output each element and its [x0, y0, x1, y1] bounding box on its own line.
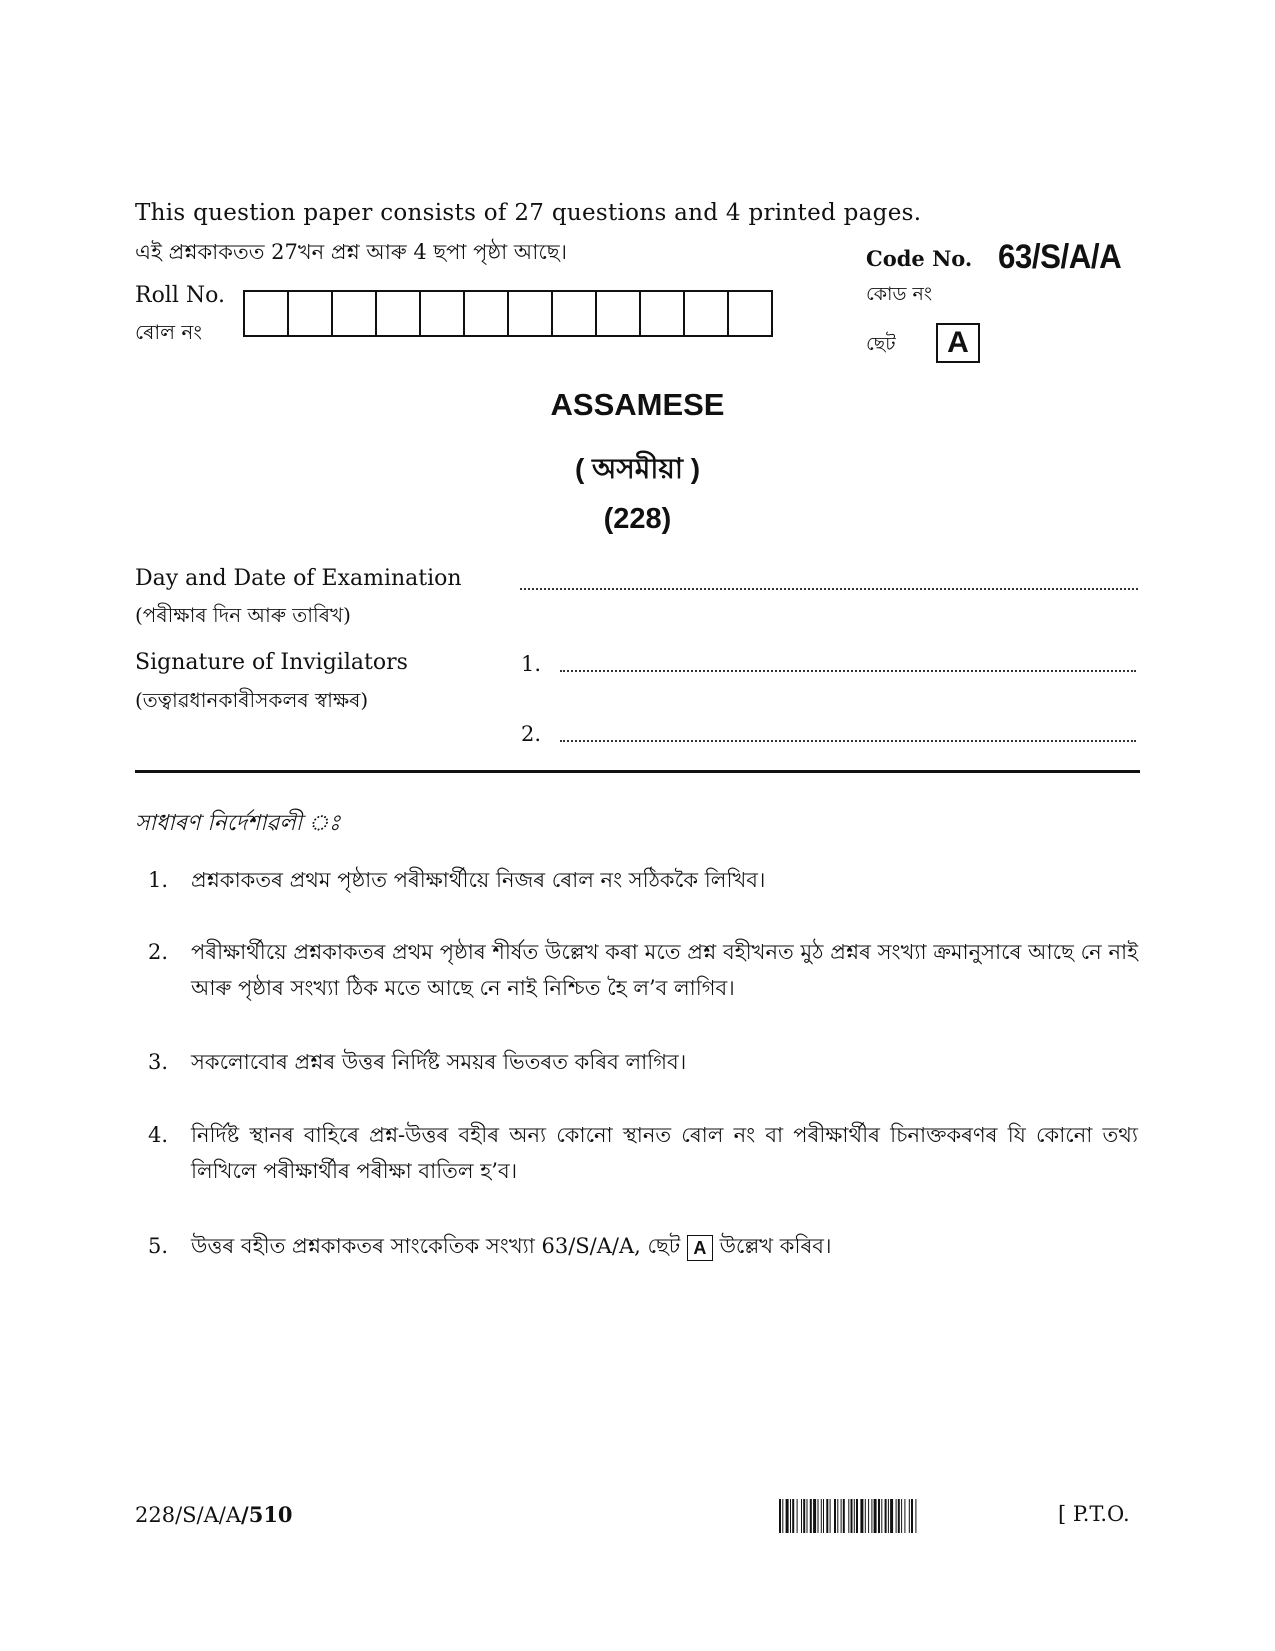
- roll-number-cell[interactable]: [377, 292, 421, 335]
- instruction-item: [148, 1228, 1138, 1264]
- instruction-item: [148, 862, 1138, 898]
- subject-code: (228): [603, 503, 672, 535]
- roll-label-assamese: ৰোল নং: [135, 320, 202, 344]
- instruction-text: পৰীক্ষাৰ্থীয়ে প্ৰশ্নকাকতৰ প্ৰথম পৃষ্ঠাৰ শীৰ্ষত উল্লেখ কৰা মতে প্ৰশ্ন বহীখনত মুঠ প্ৰশ্নৰ সংখ্যা ক্ৰমানুসাৰে আছে নে নাই আৰু পৃষ্ঠাৰ সংখ্যা ঠিক মতে আছে নে নাই নিশ্চিত হৈ ল’ব লাগিব।: [191, 940, 1138, 1000]
- exam-date-label-assamese: (পৰীক্ষাৰ দিন আৰু তাৰিখ): [135, 603, 351, 627]
- instruction-number: 3.: [148, 1050, 169, 1074]
- instruction-text-after: উল্লেখ কৰিব।: [719, 1234, 832, 1258]
- set-label-assamese: ছেট: [866, 333, 896, 355]
- subject-title-english: ASSAMESE: [550, 387, 725, 422]
- instruction-item: [148, 1044, 1138, 1080]
- pto-label: [ P.T.O.: [1058, 1502, 1130, 1526]
- section-divider: [135, 770, 1140, 773]
- exam-date-line[interactable]: [520, 588, 1138, 590]
- paper-info-assamese: এই প্ৰশ্নকাকতত 27খন প্ৰশ্ন আৰু 4 ছপা পৃষ্ঠা আছে।: [135, 240, 568, 264]
- instruction-number: 5.: [148, 1234, 169, 1258]
- instruction-text: প্ৰশ্নকাকতৰ প্ৰথম পৃষ্ঠাত পৰীক্ষাৰ্থীয়ে নিজৰ ৰোল নং সঠিককৈ লিখিব।: [191, 868, 766, 892]
- set-inline-box: A: [687, 1235, 713, 1261]
- roll-number-cell[interactable]: [641, 292, 685, 335]
- roll-number-boxes[interactable]: [243, 290, 773, 337]
- roll-number-cell[interactable]: [729, 292, 773, 335]
- signature-number-1: 1.: [521, 652, 542, 676]
- roll-number-cell[interactable]: [553, 292, 597, 335]
- instruction-text: সকলোবোৰ প্ৰশ্নৰ উত্তৰ নিৰ্দিষ্ট সময়ৰ ভিতৰত কৰিব লাগিব।: [191, 1050, 687, 1074]
- roll-number-cell[interactable]: [245, 292, 289, 335]
- code-label: Code No.: [866, 246, 973, 271]
- instruction-item: [148, 934, 1138, 1006]
- roll-label-english: Roll No.: [135, 283, 225, 308]
- signature-number-2: 2.: [521, 722, 542, 746]
- instruction-number: 4.: [148, 1123, 169, 1147]
- instruction-item: [148, 1117, 1138, 1189]
- roll-number-cell[interactable]: [597, 292, 641, 335]
- roll-number-cell[interactable]: [421, 292, 465, 335]
- invigilators-label: Signature of Invigilators: [135, 650, 408, 675]
- instruction-text: নিৰ্দিষ্ট স্থানৰ বাহিৰে প্ৰশ্ন-উত্তৰ বহীৰ অন্য কোনো স্থানত ৰোল নং বা পৰীক্ষাৰ্থীৰ চিনাক্তকৰণৰ যি কোনো তথ্য লিখিলে পৰীক্ষাৰ্থীৰ পৰীক্ষা বাতিল হ’ব।: [191, 1123, 1138, 1183]
- paper-info-english: This question paper consists of 27 questions and 4 printed pages.: [135, 200, 922, 226]
- paper-code-footer: [135, 1502, 293, 1527]
- signature-line-2[interactable]: [560, 740, 1136, 742]
- roll-number-cell[interactable]: [465, 292, 509, 335]
- roll-number-cell[interactable]: [509, 292, 553, 335]
- instructions-title: সাধাৰণ নিৰ্দেশাৱলী ঃ: [135, 811, 341, 836]
- code-label-assamese: কোড নং: [866, 283, 933, 305]
- roll-number-cell[interactable]: [333, 292, 377, 335]
- paper-code: 228/S/A/A: [135, 1503, 242, 1527]
- set-box: A: [936, 323, 980, 363]
- exam-date-label: Day and Date of Examination: [135, 566, 462, 591]
- instruction-number: 2.: [148, 940, 169, 964]
- barcode-icon: [779, 1499, 1039, 1533]
- roll-number-cell[interactable]: [685, 292, 729, 335]
- code-value: 63/S/A/A: [998, 238, 1122, 276]
- instruction-text-before: উত্তৰ বহীত প্ৰশ্নকাকতৰ সাংকেতিক সংখ্যা 63/S/A/A, ছেট: [191, 1234, 681, 1258]
- roll-number-cell[interactable]: [289, 292, 333, 335]
- instruction-number: 1.: [148, 868, 169, 892]
- instruction-text: [191, 1228, 1138, 1264]
- paper-serial: /510: [241, 1502, 293, 1527]
- invigilators-label-assamese: (তত্বাৱধানকাৰীসকলৰ স্বাক্ষৰ): [135, 688, 369, 712]
- signature-line-1[interactable]: [560, 670, 1136, 672]
- subject-title-assamese: ( অসমীয়া ): [574, 453, 701, 484]
